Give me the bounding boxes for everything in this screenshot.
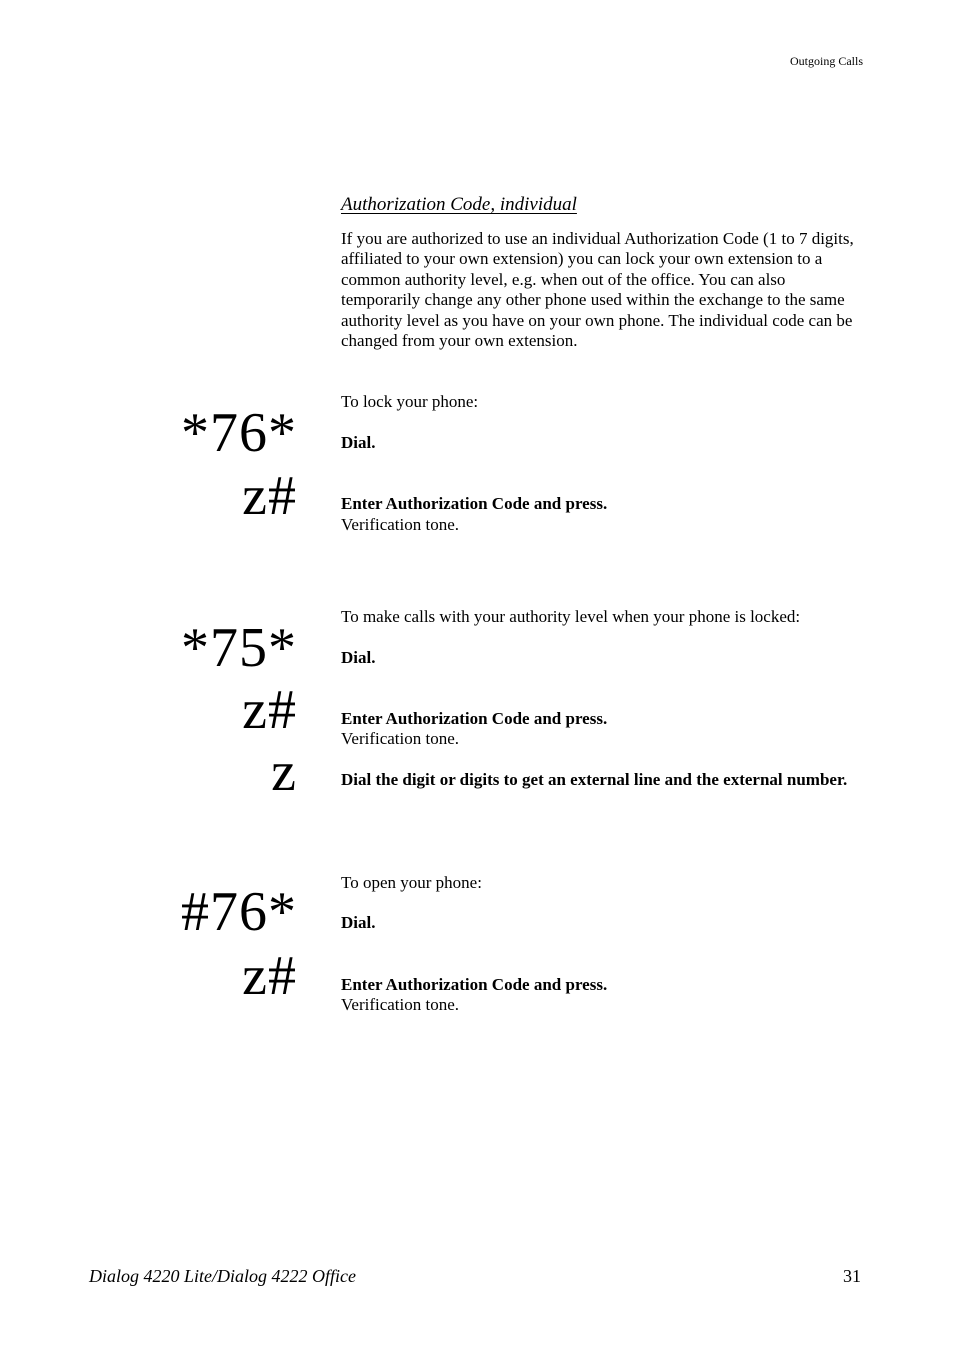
open-step-dial: Dial. (341, 913, 376, 932)
section-title: Authorization Code, individual (341, 194, 577, 215)
calls-intro: To make calls with your authority level when your phone is locked: (341, 607, 801, 626)
lock-step-dial: Dial. (341, 433, 376, 452)
calls-step-dial: Dial. (341, 648, 376, 667)
intro-paragraph: If you are authorized to use an individual Authorization Code (1 to 7 digits, affiliated to your own extension) you can lock your own extension to a common authority level, e.g. when out of the office. You can also temporarily change any other phone used within the exchange to the same authority level as you have on your own phone. The individual code can be changed from your own extension. (341, 229, 854, 351)
footer-product: Dialog 4220 Lite/Dialog 4222 Office (89, 1266, 356, 1286)
calls-step-external: Dial the digit or digits to get an external line and the external number. (341, 770, 848, 789)
running-header: Outgoing Calls (789, 54, 863, 68)
calls-number-key: z (271, 741, 297, 803)
lock-code-key: z# (242, 465, 297, 527)
open-dial-code: #76* (181, 881, 297, 943)
page-number: 31 (843, 1266, 861, 1286)
open-step-enter-code: Enter Authorization Code and press. (341, 975, 608, 994)
lock-dial-code: *76* (181, 402, 297, 464)
calls-verification: Verification tone. (341, 729, 460, 748)
calls-code-key: z# (242, 679, 297, 741)
lock-verification: Verification tone. (341, 515, 460, 534)
open-code-key: z# (242, 945, 297, 1007)
lock-intro: To lock your phone: (341, 392, 479, 411)
calls-step-enter-code: Enter Authorization Code and press. (341, 709, 608, 728)
lock-step-enter-code: Enter Authorization Code and press. (341, 494, 608, 513)
open-verification: Verification tone. (341, 995, 460, 1014)
open-intro: To open your phone: (341, 873, 482, 892)
calls-dial-code: *75* (181, 617, 297, 679)
